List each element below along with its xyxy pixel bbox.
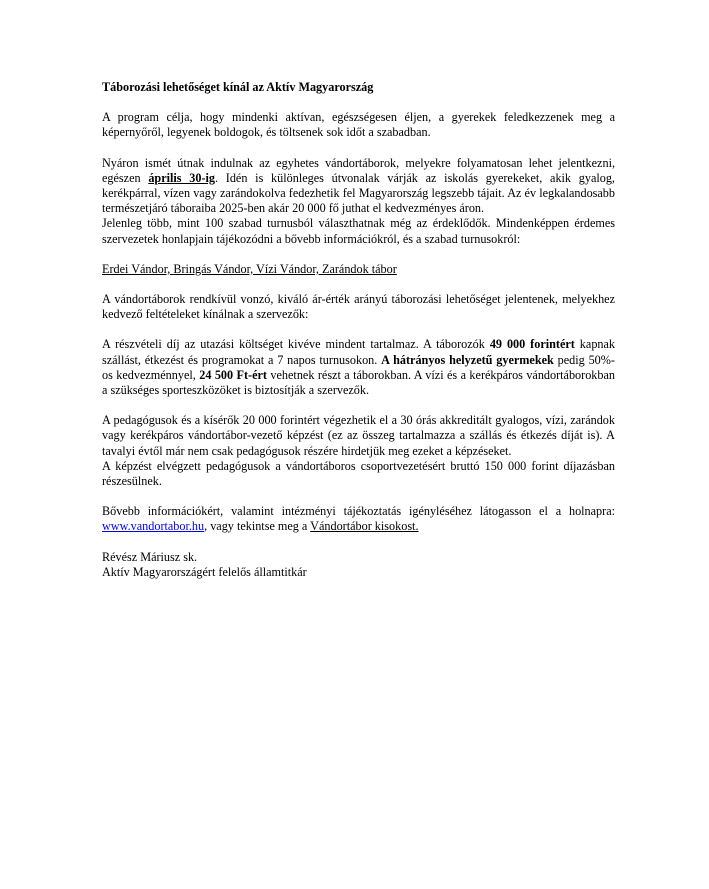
paragraph-training: A pedagógusok és a kísérők 20 000 forintért végezhetik el a 30 órás akkreditált gyalogos, vízi, zarándok vagy kerékpáros vándortábor-vezető képzést (ez az összeg tartalmazza a szállás és étkezés díját is). A tavalyi évtől már nem csak pedagógusok részére hirdetjük meg ezeket a képzéseket. bbox=[102, 413, 615, 458]
paragraph-goal: A program célja, hogy mindenki aktívan, egészségesen éljen, a gyerekek feledkezzenek meg a képernyőről, legyenek boldogok, és töltsenek sok időt a szabadban. bbox=[102, 110, 615, 140]
document-page bbox=[102, 80, 615, 580]
info-text-a: Bővebb információkért, valamint intézményi tájékoztatás igényléséhez látogasson el a holnapra: bbox=[102, 504, 615, 519]
fee-text-c: pedig 50%-os kedvezménnyel, bbox=[102, 352, 615, 382]
website-link[interactable]: www.vandortabor.hu bbox=[102, 519, 205, 534]
camps-text-after: . Idén is különleges útvonalak várják az iskolás gyerekeket, akik gyalog, kerékpárral, vízen vagy zarándokolva fedezhetik fel Magyarország legszebb tájait. Az év legkalandosabb természetjáró táboraiba 2025-ben akár 20 000 fő juthat el kedvezményes áron. bbox=[102, 170, 615, 216]
signature-name: Révész Máriusz sk. bbox=[102, 549, 198, 564]
paragraph-more-info bbox=[102, 504, 615, 534]
fee-text-d: vehetnek részt a táborokban. A vízi és a kerékpáros vándortáborokban a szükséges sporteszközöket is biztosítják a szervezők. bbox=[102, 367, 615, 398]
camps-text-before: Nyáron ismét útnak indulnak az egyhetes vándortáborok, melyekre folyamatosan lehet jelentkezni, egészen bbox=[102, 155, 615, 185]
price-full: 49 000 forintért bbox=[489, 337, 575, 352]
fee-text-b: kapnak szállást, étkezést és programokat a 7 napos turnusokon. bbox=[102, 337, 616, 367]
paragraph-free-turns: Jelenleg több, mint 100 szabad turnusból választhatnak még az érdeklődők. Mindenképpen érdemes szervezetek honlapjain tájékozódni a bővebb információkról, és a szabad turnusokról: bbox=[102, 216, 615, 246]
deadline-date: április 30-ig bbox=[148, 170, 215, 185]
disadvantaged-children: A hátrányos helyzetű gyermekek bbox=[381, 352, 554, 367]
camp-links[interactable]: Erdei Vándor, Bringás Vándor, Vízi Vándor, Zarándok tábor bbox=[102, 261, 397, 276]
fee-text-a: A részvételi díj az utazási költséget kivéve mindent tartalmaz. A táborozók bbox=[102, 337, 490, 352]
signature-title: Aktív Magyarországért felelős államtitkár bbox=[102, 564, 307, 579]
paragraph-camps bbox=[102, 156, 615, 217]
paragraph-fee bbox=[102, 337, 615, 398]
info-text-b: , vagy tekintse meg a bbox=[204, 519, 311, 534]
document-title: Táborozási lehetőséget kínál az Aktív Magyarország bbox=[102, 80, 374, 94]
paragraph-attractive: A vándortáborok rendkívül vonzó, kiváló ár-érték arányú táborozási lehetőséget jelentenek, melyekhez kedvező feltételeket kínálnak a szervezők: bbox=[102, 292, 615, 322]
paragraph-teacher-pay: A képzést elvégzett pedagógusok a vándortáboros csoportvezetésért bruttó 150 000 forint díjazásban részesülnek. bbox=[102, 458, 615, 489]
price-discounted: 24 500 Ft-ért bbox=[199, 367, 267, 382]
guide-link[interactable]: Vándortábor kisokost. bbox=[310, 519, 419, 534]
